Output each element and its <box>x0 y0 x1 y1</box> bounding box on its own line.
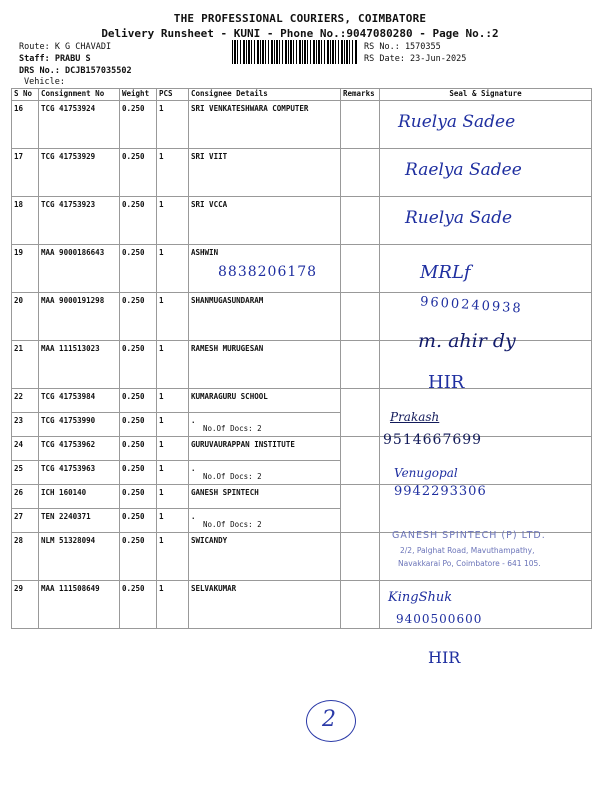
row-consignee: SWICANDY <box>189 533 341 581</box>
signature-21: HIR <box>428 372 465 393</box>
row-weight: 0.250 <box>120 197 157 245</box>
row-consignee: RAMESH MURUGESAN <box>189 341 341 389</box>
row-sno: 22 <box>12 389 39 413</box>
row-weight: 0.250 <box>120 245 157 293</box>
barcode <box>232 40 358 64</box>
route-label: Route: K G CHAVADI <box>19 42 112 52</box>
table-row <box>12 581 592 629</box>
row-consignment: TCG 41753929 <box>39 149 120 197</box>
phone-23: 9514667699 <box>383 432 483 448</box>
col-consignee: Consignee Details <box>189 89 341 101</box>
row-sno: 16 <box>12 101 39 149</box>
row-remarks <box>341 581 380 629</box>
docs-count: No.Of Docs: 2 <box>203 472 262 481</box>
consignee-dot: . <box>191 416 196 425</box>
company-stamp-line1: GANESH SPINTECH (P) LTD. <box>392 530 546 541</box>
row-consignment: TCG 41753924 <box>39 101 120 149</box>
row-pcs: 1 <box>157 293 189 341</box>
row-weight: 0.250 <box>120 581 157 629</box>
row-pcs: 1 <box>157 485 189 509</box>
col-remarks: Remarks <box>341 89 380 101</box>
row-sno: 28 <box>12 533 39 581</box>
row-sno: 19 <box>12 245 39 293</box>
row-remarks <box>341 485 380 533</box>
row-sno: 25 <box>12 461 39 485</box>
col-signature: Seal & Signature <box>380 89 592 101</box>
row-consignment: MAA 9000191298 <box>39 293 120 341</box>
row-remarks <box>341 437 380 485</box>
page-mark: 2 <box>322 707 336 732</box>
row-signature <box>380 245 592 293</box>
row-sno: 26 <box>12 485 39 509</box>
row-sno: 24 <box>12 437 39 461</box>
row-sno: 23 <box>12 413 39 437</box>
row-remarks <box>341 197 380 245</box>
row-consignment: TCG 41753962 <box>39 437 120 461</box>
row-remarks <box>341 293 380 341</box>
row-weight: 0.250 <box>120 533 157 581</box>
signature-19: MRLf <box>420 262 471 283</box>
row-consignment: TCG 41753984 <box>39 389 120 413</box>
col-consignment: Consignment No <box>39 89 120 101</box>
col-sno: S No <box>12 89 39 101</box>
row-remarks <box>341 341 380 389</box>
row-pcs: 1 <box>157 437 189 461</box>
col-weight: Weight <box>120 89 157 101</box>
row-consignee: ASHWIN <box>189 245 341 293</box>
page-mark-circle <box>306 700 356 742</box>
docs-count: No.Of Docs: 2 <box>203 520 262 529</box>
col-pcs: PCS <box>157 89 189 101</box>
signature-29: HIR <box>428 648 461 667</box>
row-consignment: TCG 41753963 <box>39 461 120 485</box>
row-consignment: NLM 51328094 <box>39 533 120 581</box>
row-remarks <box>341 101 380 149</box>
row-pcs: 1 <box>157 197 189 245</box>
staff-label: Staff: PRABU S <box>19 54 91 64</box>
row-consignee: SHANMUGASUNDARAM <box>189 293 341 341</box>
row-consignment: TEN 2240371 <box>39 509 120 533</box>
row-pcs: 1 <box>157 245 189 293</box>
consignee-dot: . <box>191 464 196 473</box>
row-remarks <box>341 533 380 581</box>
row-pcs: 1 <box>157 581 189 629</box>
rs-number: RS No.: 1570355 <box>364 42 441 52</box>
row-consignment: ICH 160140 <box>39 485 120 509</box>
row-pcs: 1 <box>157 461 189 485</box>
row-pcs: 1 <box>157 389 189 413</box>
row-consignee: SELVAKUMAR <box>189 581 341 629</box>
signature-16: Ruelya Sadee <box>398 112 516 132</box>
row-consignment: TCG 41753923 <box>39 197 120 245</box>
company-stamp-line2: 2/2, Palghat Road, Mavuthampathy, <box>400 546 535 555</box>
row-consignee: GANESH SPINTECH <box>189 485 341 509</box>
row-pcs: 1 <box>157 341 189 389</box>
row-weight: 0.250 <box>120 485 157 509</box>
table-header-row <box>12 89 592 101</box>
rs-date: RS Date: 23-Jun-2025 <box>364 54 467 64</box>
row-sno: 27 <box>12 509 39 533</box>
signature-20: m. ahir dy <box>418 330 516 352</box>
row-remarks <box>341 149 380 197</box>
row-consignment: MAA 111513023 <box>39 341 120 389</box>
row-weight: 0.250 <box>120 461 157 485</box>
consignee-dot: . <box>191 512 196 521</box>
table-row <box>12 389 592 413</box>
signature-22: Prakash <box>390 410 440 424</box>
row-weight: 0.250 <box>120 413 157 437</box>
row-consignee <box>189 461 341 485</box>
row-weight: 0.250 <box>120 509 157 533</box>
row-consignment: TCG 41753990 <box>39 413 120 437</box>
row-consignee: SRI VENKATESHWARA COMPUTER <box>189 101 341 149</box>
phone-25: 9942293306 <box>394 484 487 499</box>
row-pcs: 1 <box>157 149 189 197</box>
row-pcs: 1 <box>157 413 189 437</box>
row-consignment: MAA 9000186643 <box>39 245 120 293</box>
phone-20: 9600240938 <box>419 294 524 317</box>
signature-24: Venugopal <box>394 466 458 480</box>
row-pcs: 1 <box>157 533 189 581</box>
drs-label: DRS No.: DCJB157035502 <box>19 66 132 76</box>
row-weight: 0.250 <box>120 341 157 389</box>
row-weight: 0.250 <box>120 149 157 197</box>
row-sno: 21 <box>12 341 39 389</box>
row-remarks <box>341 389 380 437</box>
row-consignee: SRI VIIT <box>189 149 341 197</box>
row-consignee: SRI VCCA <box>189 197 341 245</box>
row-sno: 20 <box>12 293 39 341</box>
row-pcs: 1 <box>157 509 189 533</box>
row-remarks <box>341 245 380 293</box>
row-sno: 17 <box>12 149 39 197</box>
row-consignee: KUMARAGURU SCHOOL <box>189 389 341 413</box>
signature-28: KingShuk <box>388 590 453 605</box>
signature-18: Ruelya Sade <box>405 208 513 228</box>
phone-28: 9400500600 <box>396 612 483 626</box>
row-weight: 0.250 <box>120 101 157 149</box>
row-consignee <box>189 509 341 533</box>
company-stamp-line3: Navakkarai Po, Coimbatore - 641 105. <box>398 559 541 568</box>
row-pcs: 1 <box>157 101 189 149</box>
row-consignee <box>189 413 341 437</box>
company-title: THE PROFESSIONAL COURIERS, COIMBATORE <box>173 12 427 25</box>
runsheet-subtitle: Delivery Runsheet - KUNI - Phone No.:9047080280 - Page No.:2 <box>101 27 499 40</box>
phone-19: 8838206178 <box>218 264 318 280</box>
row-sno: 29 <box>12 581 39 629</box>
row-weight: 0.250 <box>120 437 157 461</box>
table-row <box>12 437 592 461</box>
docs-count: No.Of Docs: 2 <box>203 424 262 433</box>
row-weight: 0.250 <box>120 293 157 341</box>
signature-17: Raelya Sadee <box>405 160 522 180</box>
row-consignee: GURUVAURAPPAN INSTITUTE <box>189 437 341 461</box>
table-row <box>12 485 592 509</box>
row-weight: 0.250 <box>120 389 157 413</box>
row-consignment: MAA 111508649 <box>39 581 120 629</box>
row-sno: 18 <box>12 197 39 245</box>
vehicle-label: Vehicle: <box>24 77 65 87</box>
